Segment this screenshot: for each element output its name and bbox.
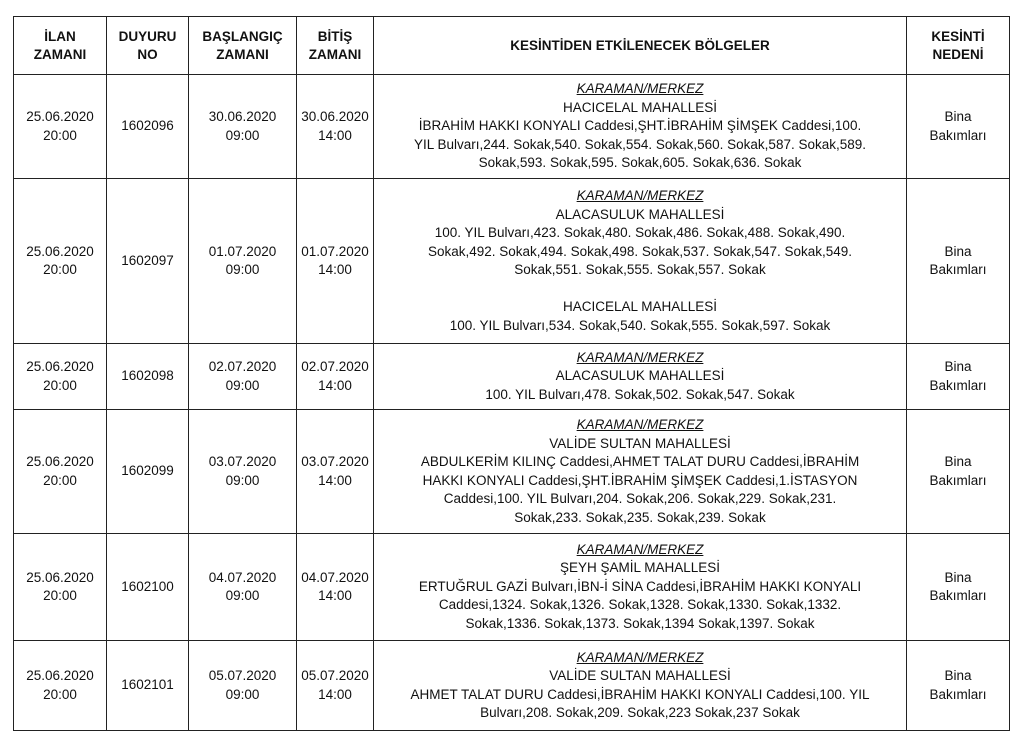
duyuru-no-cell: 1602099 — [107, 410, 189, 534]
kesinti-nedeni-cell-line: Bakımları — [929, 127, 987, 143]
table-row — [14, 534, 1010, 641]
region-heading: KARAMAN/MERKEZ — [576, 349, 704, 365]
kesinti-nedeni-cell — [907, 179, 1010, 344]
region-heading: KARAMAN/MERKEZ — [576, 541, 704, 557]
affected-area-line: VALİDE SULTAN MAHALLESİ — [549, 668, 731, 683]
affected-area-line: Bulvarı,208. Sokak,209. Sokak,223 Sokak,237 Sokak — [480, 705, 800, 720]
header-ilan-line-1: İLAN — [44, 28, 76, 44]
region-heading: KARAMAN/MERKEZ — [576, 188, 704, 203]
ilan-zamani-cell-line: 25.06.2020 — [26, 454, 94, 469]
affected-area-line: Sokak,492. Sokak,494. Sokak,498. Sokak,537. Sokak,547. Sokak,549. — [427, 243, 853, 259]
affected-area-line: ERTUĞRUL GAZİ Bulvarı,İBN-İ SİNA Caddesi,İBRAHİM HAKKI KONYALI — [418, 578, 862, 594]
bitis-cell — [297, 75, 374, 179]
ilan-zamani-cell-line: 20:00 — [43, 588, 77, 603]
bitis-cell-line: 02.07.2020 — [301, 359, 369, 374]
baslangic-cell-line: 02.07.2020 — [208, 359, 277, 374]
baslangic-cell-line: 09:00 — [225, 377, 260, 393]
affected-area-line: YIL Bulvarı,244. Sokak,540. Sokak,554. Sokak,560. Sokak,587. Sokak,589. — [413, 136, 867, 152]
bitis-cell — [297, 534, 374, 641]
ilan-zamani-cell-line: 25.06.2020 — [26, 668, 94, 683]
baslangic-cell-line: 05.07.2020 — [208, 668, 277, 683]
kesinti-nedeni-cell-line: Bakımları — [929, 262, 987, 277]
kesinti-nedeni-cell-line: Bina — [944, 243, 972, 259]
kesinti-nedeni-cell — [907, 641, 1010, 731]
bitis-cell — [297, 179, 374, 344]
bolgeler-cell — [374, 410, 907, 534]
table-body — [14, 75, 1010, 731]
kesinti-nedeni-cell-line: Bina — [944, 359, 972, 374]
bitis-cell-line: 14:00 — [318, 377, 352, 393]
baslangic-cell — [189, 534, 297, 641]
region-heading: KARAMAN/MERKEZ — [576, 649, 704, 665]
affected-area-line: HAKKI KONYALI Caddesi,ŞHT.İBRAHİM ŞİMŞEK Caddesi,1.İSTASYON — [422, 472, 858, 488]
header-duyuru-no — [107, 17, 189, 75]
table-row — [14, 344, 1010, 410]
bitis-cell-line: 14:00 — [318, 588, 352, 603]
bitis-cell-line: 14:00 — [318, 127, 352, 143]
ilan-zamani-cell-line: 25.06.2020 — [26, 243, 94, 259]
ilan-zamani-cell — [14, 534, 107, 641]
affected-area-line: 100. YIL Bulvarı,534. Sokak,540. Sokak,555. Sokak,597. Sokak — [449, 317, 831, 333]
ilan-zamani-cell-line: 25.06.2020 — [26, 569, 94, 585]
affected-area-line: HACICELAL MAHALLESİ — [562, 299, 718, 314]
affected-area-line: ALACASULUK MAHALLESİ — [555, 368, 725, 384]
affected-area-line: Sokak,233. Sokak,235. Sokak,239. Sokak — [514, 509, 766, 525]
affected-area-line: 100. YIL Bulvarı,478. Sokak,502. Sokak,547. Sokak — [485, 386, 795, 402]
baslangic-cell — [189, 410, 297, 534]
header-neden-line-2: NEDENİ — [932, 46, 984, 62]
header-baslangic-line-2: ZAMANI — [216, 46, 269, 62]
header-row — [14, 17, 1010, 75]
kesinti-nedeni-cell-line: Bina — [944, 668, 972, 683]
affected-area-line: Sokak,551. Sokak,555. Sokak,557. Sokak — [514, 262, 766, 277]
kesinti-nedeni-cell — [907, 344, 1010, 410]
affected-area-line: ABDULKERİM KILINÇ Caddesi,AHMET TALAT DURU Caddesi,İBRAHİM — [420, 454, 860, 469]
bolgeler-cell — [374, 75, 907, 179]
table-row — [14, 179, 1010, 344]
bitis-cell-line: 30.06.2020 — [301, 109, 369, 124]
affected-area-line: Caddesi,100. YIL Bulvarı,204. Sokak,206. Sokak,229. Sokak,231. — [443, 491, 837, 506]
kesinti-nedeni-cell-line: Bakımları — [929, 588, 987, 603]
baslangic-cell-line: 09:00 — [225, 472, 260, 488]
ilan-zamani-cell-line: 25.06.2020 — [26, 109, 94, 124]
baslangic-cell-line: 09:00 — [225, 686, 260, 702]
kesinti-nedeni-cell — [907, 410, 1010, 534]
region-heading: KARAMAN/MERKEZ — [576, 417, 704, 432]
baslangic-cell — [189, 75, 297, 179]
baslangic-cell-line: 04.07.2020 — [208, 569, 277, 585]
affected-area-line: AHMET TALAT DURU Caddesi,İBRAHİM HAKKI KONYALI Caddesi,100. YIL — [410, 686, 870, 702]
affected-area-line: ŞEYH ŞAMİL MAHALLESİ — [559, 560, 721, 576]
affected-area-line: ALACASULUK MAHALLESİ — [555, 206, 725, 222]
bitis-cell-line: 14:00 — [318, 262, 352, 277]
region-heading: KARAMAN/MERKEZ — [576, 81, 704, 97]
table-row — [14, 410, 1010, 534]
baslangic-cell-line: 30.06.2020 — [208, 109, 277, 124]
header-duyuru-line-2: NO — [137, 46, 158, 62]
table-row — [14, 641, 1010, 731]
affected-area-line: HACICELAL MAHALLESİ — [562, 99, 718, 115]
affected-area-line: 100. YIL Bulvarı,423. Sokak,480. Sokak,486. Sokak,488. Sokak,490. — [434, 225, 846, 240]
ilan-zamani-cell — [14, 410, 107, 534]
kesinti-nedeni-cell-line: Bina — [944, 569, 972, 585]
bitis-cell — [297, 410, 374, 534]
blank-line — [378, 280, 902, 299]
header-bitis-line-2: ZAMANI — [308, 46, 362, 62]
bolgeler-cell — [374, 641, 907, 731]
kesinti-nedeni-cell — [907, 534, 1010, 641]
header-baslangic-zamani — [189, 17, 297, 75]
ilan-zamani-cell-line: 20:00 — [43, 127, 77, 143]
kesinti-nedeni-cell — [907, 75, 1010, 179]
bitis-cell-line: 05.07.2020 — [301, 668, 369, 683]
header-bolgeler: KESİNTİDEN ETKİLENECEK BÖLGELER — [374, 17, 907, 75]
header-duyuru-line-1: DUYURU — [118, 28, 177, 44]
affected-area-line: Caddesi,1324. Sokak,1326. Sokak,1328. Sokak,1330. Sokak,1332. — [438, 597, 842, 613]
ilan-zamani-cell-line: 20:00 — [43, 262, 77, 277]
ilan-zamani-cell-line: 20:00 — [43, 686, 77, 702]
kesinti-nedeni-cell-line: Bakımları — [929, 472, 987, 488]
header-kesinti-nedeni — [907, 17, 1010, 75]
baslangic-cell-line: 03.07.2020 — [208, 454, 277, 469]
ilan-zamani-cell-line: 20:00 — [43, 472, 77, 488]
ilan-zamani-cell — [14, 75, 107, 179]
bitis-cell-line: 14:00 — [318, 472, 352, 488]
duyuru-no-cell: 1602097 — [107, 179, 189, 344]
bitis-cell-line: 14:00 — [318, 686, 352, 702]
ilan-zamani-cell — [14, 641, 107, 731]
table-row — [14, 75, 1010, 179]
baslangic-cell — [189, 179, 297, 344]
ilan-zamani-cell-line: 20:00 — [43, 377, 77, 393]
affected-area-line: VALİDE SULTAN MAHALLESİ — [549, 435, 731, 451]
outage-table — [13, 16, 1010, 731]
bitis-cell — [297, 344, 374, 410]
bitis-cell-line: 01.07.2020 — [301, 243, 369, 259]
baslangic-cell-line: 09:00 — [225, 262, 260, 277]
header-ilan-zamani — [14, 17, 107, 75]
kesinti-nedeni-cell-line: Bakımları — [929, 686, 987, 702]
affected-area-line: Sokak,1336. Sokak,1373. Sokak,1394 Sokak,1397. Sokak — [465, 615, 815, 631]
baslangic-cell-line: 09:00 — [225, 588, 260, 603]
baslangic-cell-line: 01.07.2020 — [208, 243, 277, 259]
baslangic-cell — [189, 344, 297, 410]
ilan-zamani-cell — [14, 179, 107, 344]
bolgeler-cell — [374, 534, 907, 641]
header-baslangic-line-1: BAŞLANGIÇ — [202, 28, 283, 44]
header-ilan-line-2: ZAMANI — [33, 46, 87, 62]
affected-area-line: İBRAHİM HAKKI KONYALI Caddesi,ŞHT.İBRAHİM ŞİMŞEK Caddesi,100. — [418, 118, 862, 134]
bitis-cell-line: 03.07.2020 — [301, 454, 369, 469]
header-bitis-zamani — [297, 17, 374, 75]
baslangic-cell-line: 09:00 — [225, 127, 260, 143]
kesinti-nedeni-cell-line: Bakımları — [929, 377, 987, 393]
header-neden-line-1: KESİNTİ — [931, 28, 985, 44]
kesinti-nedeni-cell-line: Bina — [944, 109, 972, 124]
ilan-zamani-cell-line: 25.06.2020 — [26, 359, 94, 374]
bitis-cell-line: 04.07.2020 — [301, 569, 369, 585]
kesinti-nedeni-cell-line: Bina — [944, 454, 972, 469]
duyuru-no-cell: 1602101 — [107, 641, 189, 731]
duyuru-no-cell: 1602100 — [107, 534, 189, 641]
duyuru-no-cell: 1602096 — [107, 75, 189, 179]
bolgeler-cell — [374, 344, 907, 410]
header-bitis-line-1: BİTİŞ — [317, 28, 353, 44]
bolgeler-cell — [374, 179, 907, 344]
duyuru-no-cell: 1602098 — [107, 344, 189, 410]
baslangic-cell — [189, 641, 297, 731]
bitis-cell — [297, 641, 374, 731]
ilan-zamani-cell — [14, 344, 107, 410]
affected-area-line: Sokak,593. Sokak,595. Sokak,605. Sokak,636. Sokak — [478, 155, 802, 171]
